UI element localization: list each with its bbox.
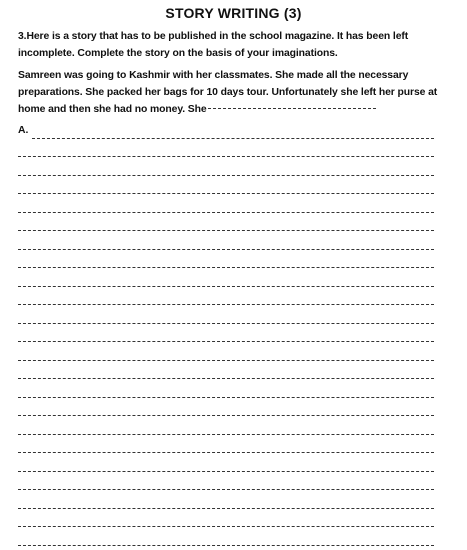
answer-line[interactable] <box>18 143 434 162</box>
answer-line[interactable] <box>18 513 434 532</box>
writing-rule <box>18 286 434 287</box>
writing-rule <box>18 249 434 250</box>
answer-line[interactable] <box>18 346 434 365</box>
answer-line[interactable] <box>18 439 434 458</box>
writing-rule <box>18 434 434 435</box>
writing-rule <box>18 212 434 213</box>
answer-line[interactable] <box>18 494 434 513</box>
answer-line[interactable] <box>18 365 434 384</box>
story-text: Samreen was going to Kashmir with her classmates. She made all the necessary preparations. She packed her bags for 10 days tour. Unfortunately she left her purse at home and then she had no money. She <box>18 70 438 115</box>
answer-line[interactable] <box>18 161 434 180</box>
answer-line[interactable] <box>18 383 434 402</box>
writing-rule <box>18 545 434 546</box>
answer-line[interactable] <box>18 309 434 328</box>
answer-label: A. <box>18 125 29 136</box>
writing-rule <box>32 138 434 139</box>
writing-rule <box>18 156 434 157</box>
answer-line[interactable] <box>18 254 434 273</box>
worksheet-title: STORY WRITING (3) <box>165 5 302 21</box>
answer-line[interactable] <box>18 235 434 254</box>
answer-line[interactable] <box>18 457 434 476</box>
story-starter <box>18 67 448 118</box>
answer-line[interactable] <box>18 291 434 310</box>
question-text: 3.Here is a story that has to be published in the school magazine. It has been left incomplete. Complete the story on the basis of your imaginations. <box>18 31 409 59</box>
writing-rule <box>18 341 434 342</box>
question-prompt <box>18 28 448 62</box>
answer-line[interactable] <box>18 420 434 439</box>
answer-line[interactable] <box>18 198 434 217</box>
writing-rule <box>18 175 434 176</box>
answer-line[interactable] <box>18 402 434 421</box>
story-continuation-blank[interactable] <box>208 108 376 109</box>
writing-rule <box>18 489 434 490</box>
writing-rule <box>18 193 434 194</box>
answer-line[interactable] <box>18 476 434 495</box>
answer-line[interactable] <box>18 217 434 236</box>
answer-line[interactable] <box>18 328 434 347</box>
answer-line[interactable] <box>18 272 434 291</box>
writing-rule <box>18 415 434 416</box>
writing-rule <box>18 471 434 472</box>
writing-rule <box>18 267 434 268</box>
writing-rule <box>18 304 434 305</box>
writing-rule <box>18 378 434 379</box>
answer-lines <box>18 124 434 550</box>
writing-rule <box>18 230 434 231</box>
answer-line[interactable] <box>18 531 434 550</box>
writing-rule <box>18 397 434 398</box>
writing-rule <box>18 360 434 361</box>
writing-rule <box>18 452 434 453</box>
answer-line[interactable] <box>18 180 434 199</box>
writing-rule <box>18 323 434 324</box>
writing-rule <box>18 526 434 527</box>
answer-line[interactable] <box>18 124 434 143</box>
writing-rule <box>18 508 434 509</box>
